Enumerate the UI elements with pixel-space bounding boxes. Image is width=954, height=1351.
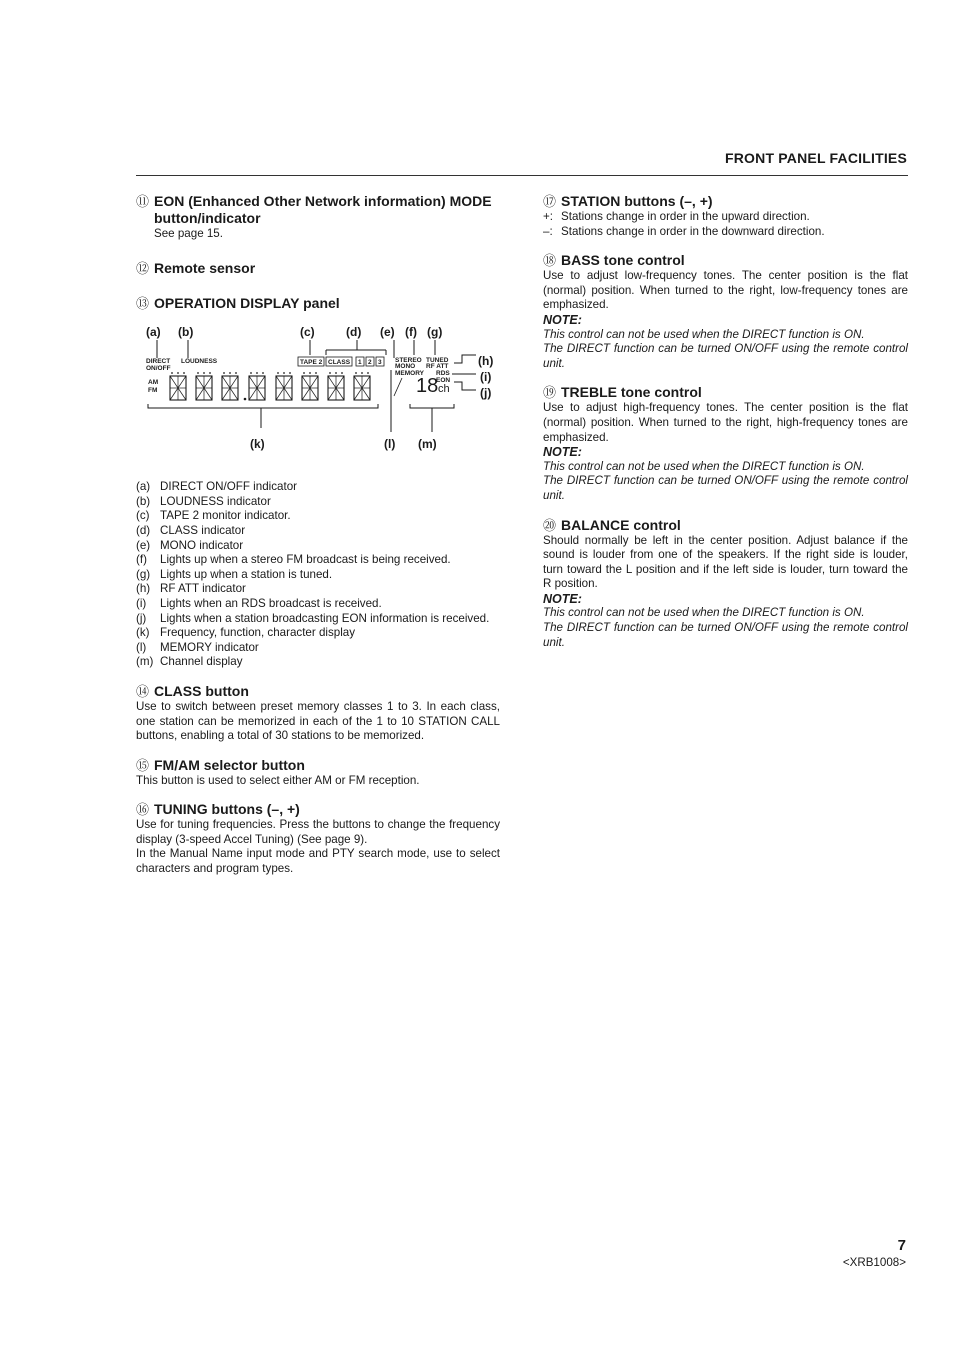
label-rf-att: RF ATT [426,362,449,370]
section-eon-mode [136,193,500,242]
section-number: ⑫ [136,260,150,276]
character-display [170,372,370,400]
character-cell [328,372,344,400]
section-title [136,757,500,774]
channel-display: 18 [416,374,439,397]
section-header: FRONT PANEL FACILITIES [725,150,907,166]
left-column [136,193,500,890]
section-tuning-buttons [136,801,500,876]
list-item: (m) Channel display [136,655,243,669]
section-number: ⑰ [543,194,557,209]
callout-c: (c) [300,324,315,339]
display-slash [394,378,402,396]
section-treble-control [543,384,908,503]
section-title-text: EON (Enhanced Other Network information) MODE button/indicator [154,193,492,226]
section-text: Use to adjust high-frequency tones. The center position is the flat (normal) position. When turned to the right, high-frequency tones are emphasized. [543,401,908,444]
character-cell [196,372,212,400]
section-number: ⑲ [543,385,557,401]
callout-b: (b) [178,324,194,339]
label-ch: ch [438,382,450,395]
label-tape2: TAPE 2 [300,358,323,366]
list-item: (h) RF ATT indicator [136,582,246,596]
list-item: (b) LOUDNESS indicator [136,494,271,508]
section-balance-control [543,517,908,651]
label-stereo: STEREO [395,356,422,364]
list-item: –: Stations change in order in the downward direction. [543,224,825,238]
section-title-text: OPERATION DISPLAY panel [154,294,340,311]
callout-d: (d) [346,324,362,339]
note-text: This control can not be used when the DIRECT function is ON. [543,606,865,620]
character-cell [170,372,186,400]
section-text: Use for tuning frequencies. Press the buttons to change the frequency display (3-speed Accel Tuning) (See page 9). [136,818,500,846]
section-text: See page 15. [154,227,223,240]
label-tuned: TUNED [426,356,449,364]
note-text: The DIRECT function can be turned ON/OFF using the remote control unit. [543,342,908,370]
character-cell [244,372,265,400]
label-eon: EON [436,376,451,384]
section-title [136,801,500,818]
callout-h: (h) [478,353,494,368]
document-code: <XRB1008> [842,1256,906,1269]
section-number: ⑭ [136,683,150,699]
list-item: (k) Frequency, function, character display [136,626,356,640]
section-title-text: TREBLE tone control [561,384,702,401]
section-title [136,260,500,277]
label-memory: MEMORY [395,369,425,377]
list-item: +: Stations change in order in the upward direction. [543,210,810,223]
section-title [543,252,908,269]
note-label: NOTE: [543,591,582,606]
section-number: ⑬ [136,295,150,311]
operation-display-diagram [136,318,500,468]
section-fm-am-selector [136,757,500,789]
section-title-text: Remote sensor [154,259,256,276]
section-title-text: BASS tone control [561,252,685,269]
section-title [543,193,908,210]
section-text: Use to adjust low-frequency tones. The center position is the flat (normal) position. When turned to the right, low-frequency tones are emphasized. [543,269,908,312]
section-number: ⑯ [136,802,150,818]
list-item: (a) DIRECT ON/OFF indicator [136,480,298,494]
list-item: (f) Lights up when a stereo FM broadcast is being received. [136,553,451,567]
note-text: The DIRECT function can be turned ON/OFF using the remote control unit. [543,621,908,649]
indicator-boxes [298,357,384,366]
section-title [543,517,908,534]
section-title-text: BALANCE control [561,516,681,533]
callout-k: (k) [250,436,265,451]
label-class-1: 1 [358,358,362,366]
callout-m: (m) [418,436,437,451]
callout-e: (e) [380,324,395,339]
section-title [543,384,908,401]
section-station-buttons [543,193,908,239]
section-bass-control [543,252,908,371]
label-mono: MONO [395,362,416,370]
label-am: AM [148,378,159,386]
section-title [136,683,500,700]
note-label: NOTE: [543,312,582,327]
list-item: (j) Lights when a station broadcasting EON information is received. [136,611,490,625]
label-onoff: ON/OFF [146,364,171,372]
indicator-list [136,480,500,670]
section-number: ⑱ [543,253,557,269]
list-item: (i) Lights when an RDS broadcast is received. [136,596,382,610]
character-cell [276,372,292,400]
character-cell [354,372,370,400]
list-item: (e) MONO indicator [136,538,244,552]
section-text: Should normally be left in the center position. Adjust balance if the sound is louder from one of the speakers. If the right side is louder, turn toward the L position and if the left side is louder, turn toward the R position. [543,533,908,591]
callout-f: (f) [405,324,417,339]
label-class-3: 3 [378,358,382,366]
section-title [136,193,500,227]
note-label: NOTE: [543,445,582,460]
label-fm: FM [148,386,158,394]
character-cell [222,372,238,400]
note-text: This control can not be used when the DIRECT function is ON. [543,459,865,473]
list-item: (l) MEMORY indicator [136,640,259,654]
label-direct: DIRECT [146,357,171,365]
label-rds: RDS [436,369,450,377]
section-title-text: STATION buttons (–, +) [561,193,713,209]
section-title [136,295,500,312]
page-number: 7 [897,1237,906,1254]
label-class-2: 2 [368,358,372,366]
callout-j: (j) [480,385,492,400]
section-text: Use to switch between preset memory classes 1 to 3. In each class, one station can be memorized in each of the 1 to 10 STATION CALL buttons, enabling a total of 30 stations to be memorized. [136,699,500,743]
list-item: (c) TAPE 2 monitor indicator. [136,509,291,523]
section-title-text: TUNING buttons (–, +) [154,801,300,818]
section-text: This button is used to select either AM or FM reception. [136,773,420,787]
callout-i: (i) [480,369,492,384]
section-number: ⑮ [136,757,150,773]
section-number: ⑳ [543,517,557,533]
section-text: In the Manual Name input mode and PTY search mode, use to select characters and program types. [136,847,500,876]
callout-a: (a) [146,324,161,339]
right-column [543,193,908,663]
section-class-button [136,683,500,744]
note-text: This control can not be used when the DIRECT function is ON. [543,327,865,341]
header-rule [136,175,908,176]
label-class: CLASS [328,358,351,366]
label-loudness: LOUDNESS [181,357,218,365]
section-operation-display [136,295,500,670]
section-remote-sensor [136,260,500,277]
section-number: ⑪ [136,194,150,209]
note-text: The DIRECT function can be turned ON/OFF using the remote control unit. [543,474,908,502]
list-item: (d) CLASS indicator [136,523,246,537]
callout-l: (l) [384,436,396,451]
callout-g: (g) [427,324,443,339]
section-title-text: CLASS button [154,682,249,699]
section-title-text: FM/AM selector button [154,756,305,773]
character-cell [302,372,318,400]
list-item: (g) Lights up when a station is tuned. [136,567,333,581]
